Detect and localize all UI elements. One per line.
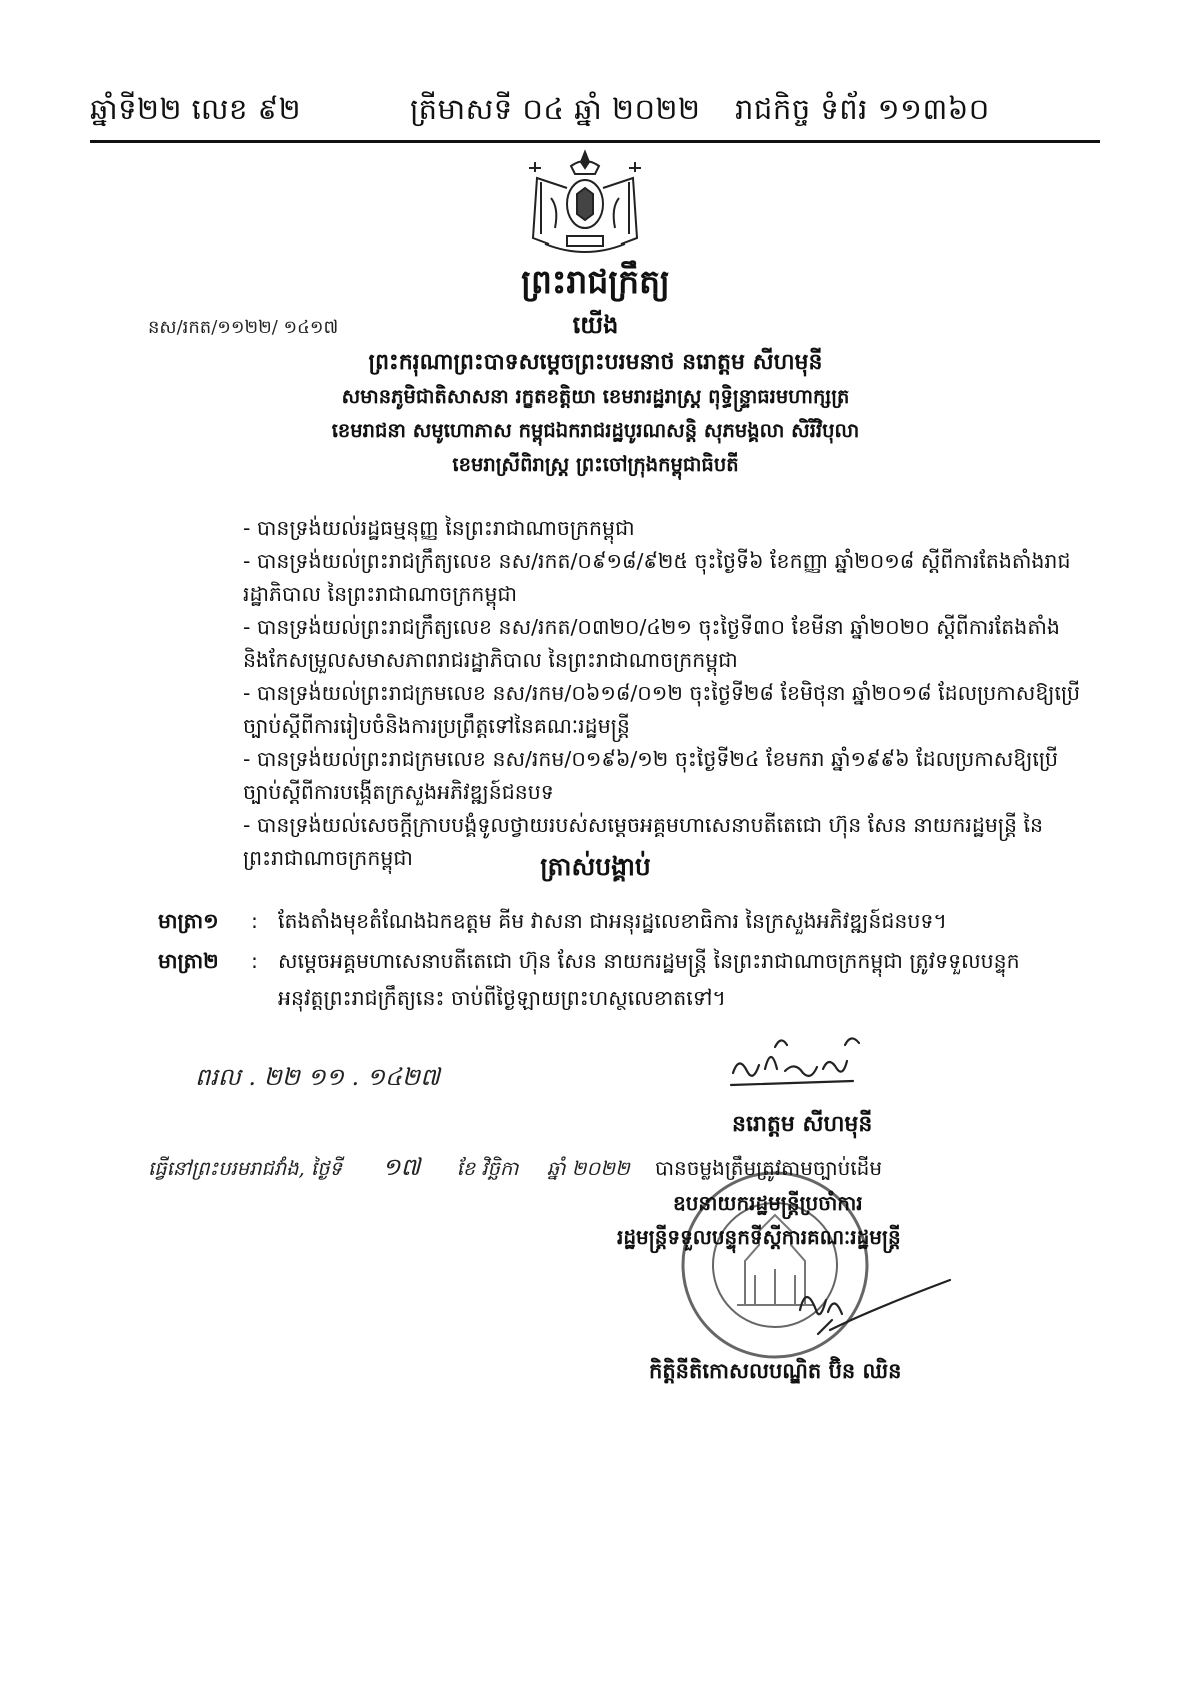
preamble-item: - បានទ្រង់យល់សេចក្តីក្រាបបង្គំទូលថ្វាយរបស់សម្តេចអគ្គមហាសេនាបតីតេជោ ហ៊ុន សែន នាយករដ្ឋមន្ត្រី នៃព្រះរាជាណាចក្រកម្ពុជា [243, 813, 1044, 870]
countersign-title-2: រដ្ឋមន្ត្រីទទួលបន្ទុកទីស្តីការគណៈរដ្ឋមន្ត្រី [617, 1225, 901, 1249]
document-type-title: ព្រះរាជក្រឹត្យ [521, 262, 670, 301]
monarch-title-line-1: ព្រះករុណាព្រះបាទសម្តេចព្រះបរមនាថ នរោត្តម សីហមុនី [368, 350, 823, 375]
place-date-line [148, 1152, 630, 1187]
decree-heading: ត្រាស់បង្គាប់ [540, 852, 651, 881]
place-date-month: ខែ វិច្ឆិកា [456, 1157, 519, 1180]
we-heading: យើង [572, 311, 619, 339]
article-text: តែងតាំងមុខតំណែងឯកឧត្តម គីម វាសនា ជាអនុរដ្ឋលេខាធិការ នៃក្រសួងអភិវឌ្ឍន៍ជនបទ។ [278, 909, 947, 933]
countersign-copy-note: បានចម្លងត្រឹមត្រូវតាមច្បាប់ដើម [655, 1156, 883, 1180]
header-page: រាជកិច្ច ទំព័រ ១១៣៦០ [735, 92, 990, 126]
preamble-item: - បានទ្រង់យល់ព្រះរាជក្រមលេខ នស/រកម/០៦១៨/០១២ ចុះថ្ងៃទី២៨ ខែមិថុនា ឆ្នាំ២០១៨ ដែលប្រកាសឱ្យប្រើច្បាប់ស្តីពីការរៀបចំនិងការប្រព្រឹត្តទៅនៃគណៈរដ្ឋមន្ត្រី [243, 681, 1081, 738]
preamble-item: - បានទ្រង់យល់រដ្ឋធម្មនុញ្ញ នៃព្រះរាជាណាចក្រកម្ពុជា [243, 516, 635, 540]
minister-signature [790, 1270, 960, 1350]
monarch-title-line-2: សមានភូមិជាតិសាសនា រក្ខតខត្តិយា ខេមរារដ្ឋរាស្ត្រ ពុទ្ធិន្ទ្រាធរមហាក្សត្រ [341, 385, 850, 408]
article-colon: : [251, 909, 258, 933]
preamble-item: - បានទ្រង់យល់ព្រះរាជក្រឹត្យលេខ នស/រកត/០៣២០/៤២១ ចុះថ្ងៃទី៣០ ខែមីនា ឆ្នាំ២០២០ ស្តីពីការតែងតាំង និងកែសម្រួលសមាសភាពរាជរដ្ឋាភិបាល នៃព្រះរាជាណាចក្រកម្ពុជា [243, 615, 1060, 672]
place-date-year: ឆ្នាំ ២០២២ [546, 1157, 630, 1180]
article-label: មាត្រា១ [158, 909, 219, 933]
article-text: សម្តេចអគ្គមហាសេនាបតីតេជោ ហ៊ុន សែន នាយករដ្ឋមន្ត្រី នៃព្រះរាជាណាចក្រកម្ពុជា ត្រូវទទួលបន្ទុក [278, 949, 1020, 973]
preamble-item: - បានទ្រង់យល់ព្រះរាជក្រមលេខ នស/រកម/០១៩៦/១២ ចុះថ្ងៃទី២៤ ខែមករា ឆ្នាំ១៩៩៦ ដែលប្រកាសឱ្យប្រើច្បាប់ស្តីពីការបង្កើតក្រសួងអភិវឌ្ឍន៍ជនបទ [243, 747, 1059, 804]
header-issue: ឆ្នាំទី២២ លេខ ៩២ [90, 92, 302, 126]
signatory-name: នរោត្តម សីហមុនី [732, 1112, 873, 1137]
article-colon: : [251, 949, 258, 973]
countersign-name: កិត្តិនីតិកោសលបណ្ឌិត ប៊ិន ឈិន [649, 1359, 902, 1383]
reference-number: នស/រកត/១១២២/ ១៤១៧ [148, 317, 339, 338]
monarch-title-line-3: ខេមរាជនា សមូហោភាស កម្ពុជឯករាជរដ្ឋបូរណសន្តិ សុភមង្គលា សិរីវិបុលា [331, 419, 860, 442]
place-date-prefix: ធ្វើនៅព្រះបរមរាជវាំង, ថ្ងៃទី [148, 1157, 342, 1180]
place-date-day: ១៧ [382, 1153, 421, 1181]
header-quarter: ត្រីមាសទី ០៤ ឆ្នាំ ២០២២ [410, 92, 701, 126]
preamble-item: - បានទ្រង់យល់ព្រះរាជក្រឹត្យលេខ នស/រកត/០៩១៨/៩២៥ ចុះថ្ងៃទី៦ ខែកញ្ញា ឆ្នាំ២០១៨ ស្តីពីការតែងតាំងរាជរដ្ឋាភិបាល នៃព្រះរាជាណាចក្រកម្ពុជា [243, 549, 1071, 606]
monarch-title-line-4: ខេមរាស្រីពិរាស្ត្រ ព្រះចៅក្រុងកម្ពុជាធិបតី [452, 453, 739, 476]
royal-coat-of-arms-icon [515, 148, 655, 258]
handwritten-date: ពរល . ២២ ១១ . ១៤២៧ [195, 1063, 440, 1091]
royal-signature [725, 1025, 875, 1095]
article-label: មាត្រា២ [158, 949, 219, 973]
header-rule [90, 140, 1100, 143]
preamble-list [243, 512, 1093, 875]
countersign-title-1: ឧបនាយករដ្ឋមន្ត្រីប្រចាំការ [673, 1191, 863, 1215]
article-text: អនុវត្តព្រះរាជក្រឹត្យនេះ ចាប់ពីថ្ងៃឡាយព្រះហស្ថលេខាតទៅ។ [278, 986, 726, 1010]
